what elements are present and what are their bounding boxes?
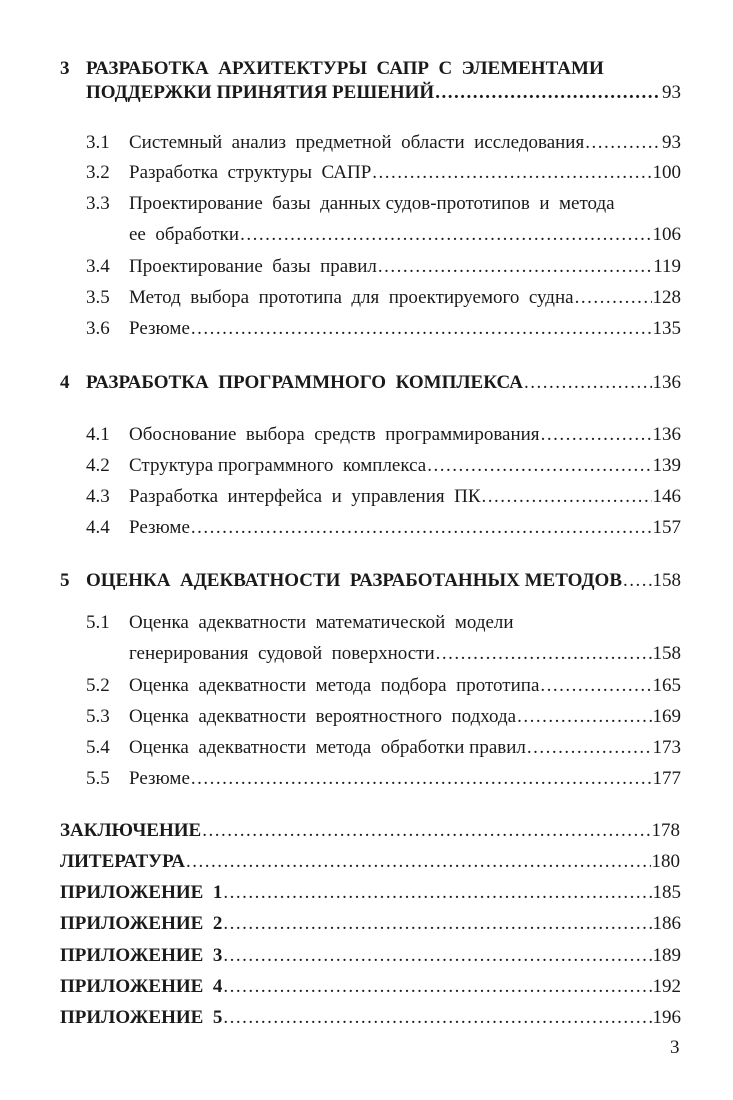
page-ref: 146 — [652, 486, 681, 507]
section-number: 5.1 — [86, 612, 110, 633]
section-title: Резюме — [129, 517, 190, 538]
section-number: 3.1 — [86, 132, 110, 153]
section-number: 5.5 — [86, 768, 110, 789]
section-title: Проектирование базы данных судов-прототипов и метода — [129, 193, 615, 214]
toc-entry-appendix-3[interactable] — [60, 945, 681, 967]
page-ref: 192 — [652, 976, 681, 997]
chapter-number: 5 — [60, 570, 70, 591]
toc-entry-3-3-cont[interactable] — [129, 224, 681, 246]
toc-entry-5-3[interactable] — [86, 706, 681, 728]
dot-leader — [540, 675, 651, 697]
dot-leader — [436, 643, 652, 665]
page-ref: 158 — [652, 570, 681, 591]
dot-leader — [623, 570, 652, 592]
dot-leader — [223, 882, 651, 904]
toc-entry-4-1[interactable] — [86, 424, 681, 446]
dot-leader — [202, 820, 650, 842]
dot-leader — [427, 455, 651, 477]
dot-leader — [482, 486, 652, 508]
toc-entry-5-2[interactable] — [86, 675, 681, 697]
back-matter-title: ЛИТЕРАТУРА — [60, 851, 186, 872]
page-ref: 180 — [651, 851, 680, 872]
section-title: Оценка адекватности метода подбора прототипа — [129, 675, 540, 696]
page-number: 3 — [670, 1037, 680, 1058]
toc-entry-appendix-2[interactable] — [60, 913, 681, 935]
page-ref: 100 — [652, 162, 681, 183]
section-title: Разработка структуры САПР — [129, 162, 372, 183]
toc-entry-3-2[interactable] — [86, 162, 681, 184]
chapter-4-heading[interactable] — [60, 372, 681, 394]
toc-entry-3-6[interactable] — [86, 318, 681, 340]
dot-leader — [575, 287, 652, 309]
section-title: Метод выбора прототипа для проектируемого судна — [129, 287, 574, 308]
section-title: Обоснование выбора средств программирования — [129, 424, 540, 445]
page-ref: 165 — [652, 675, 681, 696]
page-ref: 178 — [651, 820, 680, 841]
back-matter-title: ПРИЛОЖЕНИЕ 1 — [60, 882, 223, 903]
dot-leader — [524, 372, 651, 394]
dot-leader — [527, 737, 652, 759]
section-title: Оценка адекватности метода обработки правил — [129, 737, 526, 758]
section-number: 3.2 — [86, 162, 110, 183]
chapter-number: 4 — [60, 372, 70, 393]
section-title-cont: ее обработки — [129, 224, 240, 245]
dot-leader — [541, 424, 652, 446]
toc-entry-appendix-1[interactable] — [60, 882, 681, 904]
toc-entry-5-1-cont[interactable] — [129, 643, 681, 665]
toc-entry-literature[interactable] — [60, 851, 680, 873]
section-title: Резюме — [129, 318, 190, 339]
chapter-number: 3 — [60, 58, 70, 79]
page-ref: 106 — [652, 224, 681, 245]
back-matter-title: ЗАКЛЮЧЕНИЕ — [60, 820, 202, 841]
section-title: Разработка интерфейса и управления ПК — [129, 486, 481, 507]
toc-entry-3-4[interactable] — [86, 256, 681, 278]
page-ref: 136 — [652, 424, 681, 445]
toc-entry-4-3[interactable] — [86, 486, 681, 508]
chapter-3-heading — [60, 58, 680, 80]
toc-entry-appendix-5[interactable] — [60, 1007, 681, 1029]
chapter-title-cont: ПОДДЕРЖКИ ПРИНЯТИЯ РЕШЕНИЙ — [86, 82, 435, 103]
section-title: Оценка адекватности математической модели — [129, 612, 514, 633]
section-title: Структура программного комплекса — [129, 455, 427, 476]
toc-entry-5-4[interactable] — [86, 737, 681, 759]
toc-entry-4-4[interactable] — [86, 517, 681, 539]
section-number: 3.5 — [86, 287, 110, 308]
dot-leader — [223, 976, 651, 998]
section-number: 4.3 — [86, 486, 110, 507]
section-number: 5.2 — [86, 675, 110, 696]
back-matter-title: ПРИЛОЖЕНИЕ 3 — [60, 945, 223, 966]
toc-entry-3-1[interactable] — [86, 132, 681, 154]
page-ref: 173 — [652, 737, 681, 758]
chapter-title: ОЦЕНКА АДЕКВАТНОСТИ РАЗРАБОТАННЫХ МЕТОДОВ — [86, 570, 622, 591]
page-ref: 186 — [652, 913, 681, 934]
dot-leader — [191, 318, 652, 340]
back-matter-title: ПРИЛОЖЕНИЕ 5 — [60, 1007, 223, 1028]
section-number: 4.1 — [86, 424, 110, 445]
back-matter-title: ПРИЛОЖЕНИЕ 2 — [60, 913, 223, 934]
chapter-title: РАЗРАБОТКА ПРОГРАММНОГО КОМПЛЕКСА — [86, 372, 524, 393]
toc-entry-5-5[interactable] — [86, 768, 681, 790]
section-number: 4.4 — [86, 517, 110, 538]
page-ref: 169 — [652, 706, 681, 727]
section-title: Системный анализ предметной области исследования — [129, 132, 585, 153]
section-number: 4.2 — [86, 455, 110, 476]
toc-entry-3-5[interactable] — [86, 287, 681, 309]
page-ref: 158 — [652, 643, 681, 664]
section-number: 5.4 — [86, 737, 110, 758]
section-number: 3.4 — [86, 256, 110, 277]
dot-leader — [186, 851, 650, 873]
section-title: Проектирование базы правил — [129, 256, 377, 277]
dot-leader — [240, 224, 651, 246]
page-ref: 136 — [652, 372, 681, 393]
section-title: Резюме — [129, 768, 190, 789]
page-ref: 177 — [652, 768, 681, 789]
page-ref: 139 — [652, 455, 681, 476]
section-number: 5.3 — [86, 706, 110, 727]
page-ref: 185 — [652, 882, 681, 903]
chapter-5-heading[interactable] — [60, 570, 681, 592]
toc-entry-appendix-4[interactable] — [60, 976, 681, 998]
section-title: Оценка адекватности вероятностного подхода — [129, 706, 517, 727]
chapter-3-heading-cont — [86, 82, 681, 104]
dot-leader — [191, 768, 652, 790]
chapter-title: РАЗРАБОТКА АРХИТЕКТУРЫ САПР С ЭЛЕМЕНТАМИ — [86, 58, 604, 79]
dot-leader — [517, 706, 651, 728]
page-ref: 189 — [652, 945, 681, 966]
page-ref: 93 — [662, 132, 681, 153]
page-ref: 119 — [653, 256, 681, 277]
dot-leader — [223, 913, 651, 935]
dot-leader — [372, 162, 651, 184]
page-ref: 128 — [652, 287, 681, 308]
section-title-cont: генерирования судовой поверхности — [129, 643, 435, 664]
dot-leader — [435, 82, 661, 104]
dot-leader — [191, 517, 652, 539]
dot-leader — [378, 256, 652, 278]
toc-entry-4-2[interactable] — [86, 455, 681, 477]
back-matter-title: ПРИЛОЖЕНИЕ 4 — [60, 976, 223, 997]
dot-leader — [585, 132, 661, 154]
dot-leader — [223, 1007, 651, 1029]
section-number: 3.6 — [86, 318, 110, 339]
dot-leader — [223, 945, 651, 967]
toc-entry-3-3[interactable] — [86, 193, 681, 215]
section-number: 3.3 — [86, 193, 110, 214]
toc-entry-conclusion[interactable] — [60, 820, 680, 842]
toc-entry-5-1[interactable] — [86, 612, 681, 634]
page-ref: 135 — [652, 318, 681, 339]
page-ref: 93 — [662, 82, 681, 103]
page-ref: 196 — [652, 1007, 681, 1028]
page-ref: 157 — [652, 517, 681, 538]
